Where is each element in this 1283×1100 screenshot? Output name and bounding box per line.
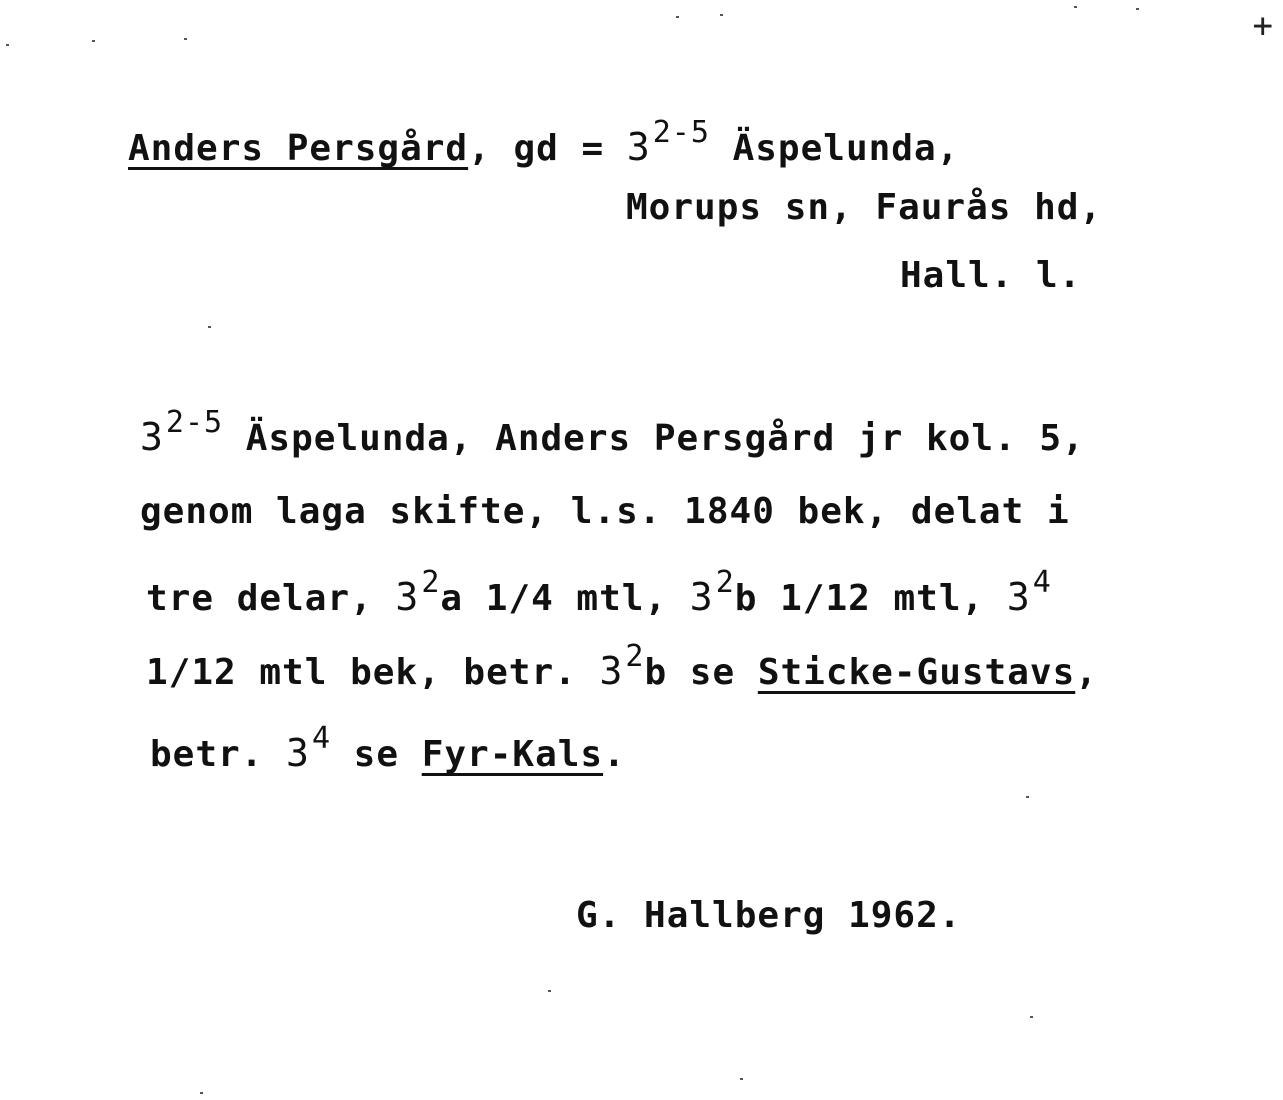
body-line-3-text-a: tre delar,: [146, 578, 396, 619]
header-line-3: Hall. l.: [900, 255, 1082, 296]
header-line-1: [128, 115, 960, 169]
body-line-4-text-a: 1/12 mtl bek, betr.: [146, 652, 600, 693]
body-farm-superscript: 2-5: [165, 405, 224, 440]
scan-speck: [92, 40, 95, 42]
body-line-5-text-a: betr.: [150, 734, 287, 775]
body-line-4-sup: 2: [625, 639, 645, 674]
body-line-2: genom laga skifte, l.s. 1840 bek, delat i: [140, 491, 1070, 532]
scan-speck: [200, 1092, 203, 1094]
scan-speck: [1026, 796, 1029, 798]
header-line-2: Morups sn, Faurås hd,: [626, 187, 1103, 228]
scan-speck: [1136, 8, 1139, 10]
body-line-1-text: Äspelunda, Anders Persgård jr kol. 5,: [223, 418, 1085, 459]
header-place: Äspelunda,: [709, 128, 960, 169]
entry-name: Anders Persgård: [128, 128, 469, 169]
crosshair-mark: +: [1252, 6, 1273, 46]
body-line-3-num-2: 3: [689, 575, 714, 619]
body-line-4: [146, 639, 1098, 693]
scan-speck: [720, 14, 723, 16]
body-line-3-text-b: a 1/4 mtl,: [440, 578, 690, 619]
scan-speck: [1074, 6, 1077, 8]
scan-speck: [676, 16, 679, 18]
signature: G. Hallberg 1962.: [576, 895, 962, 936]
scan-speck: [548, 990, 551, 992]
scan-speck: [208, 326, 211, 328]
scan-speck: [1030, 1016, 1033, 1018]
body-line-5-text-b: se: [331, 734, 422, 775]
body-line-3-num-1: 3: [395, 575, 420, 619]
scan-speck: [6, 44, 9, 46]
body-line-4-text-b: b se: [644, 652, 758, 693]
scan-speck: [184, 38, 187, 40]
body-line-5-end: .: [603, 734, 626, 775]
body-line-3-sup-3: 4: [1032, 565, 1052, 600]
body-line-3-num-3: 3: [1006, 575, 1031, 619]
body-line-3-sup-2: 2: [715, 565, 735, 600]
body-line-3-text-c: b 1/12 mtl,: [734, 578, 1007, 619]
reference-fyr-kals: Fyr-Kals: [421, 734, 604, 775]
header-farm-number: 3: [626, 125, 651, 169]
header-gd: , gd =: [468, 128, 627, 169]
scan-speck: [740, 1078, 743, 1080]
reference-sticke-gustavs: Sticke-Gustavs: [757, 652, 1076, 693]
body-line-1: [140, 405, 1085, 459]
body-line-4-num: 3: [599, 649, 624, 693]
body-line-3-sup-1: 2: [421, 565, 441, 600]
body-line-3: [146, 565, 1052, 619]
header-farm-superscript: 2-5: [652, 115, 710, 150]
body-line-4-end: ,: [1075, 652, 1098, 693]
body-line-5-sup: 4: [311, 721, 331, 756]
body-farm-number: 3: [140, 415, 164, 459]
body-line-5-num: 3: [286, 731, 310, 775]
body-line-5: [150, 721, 626, 775]
